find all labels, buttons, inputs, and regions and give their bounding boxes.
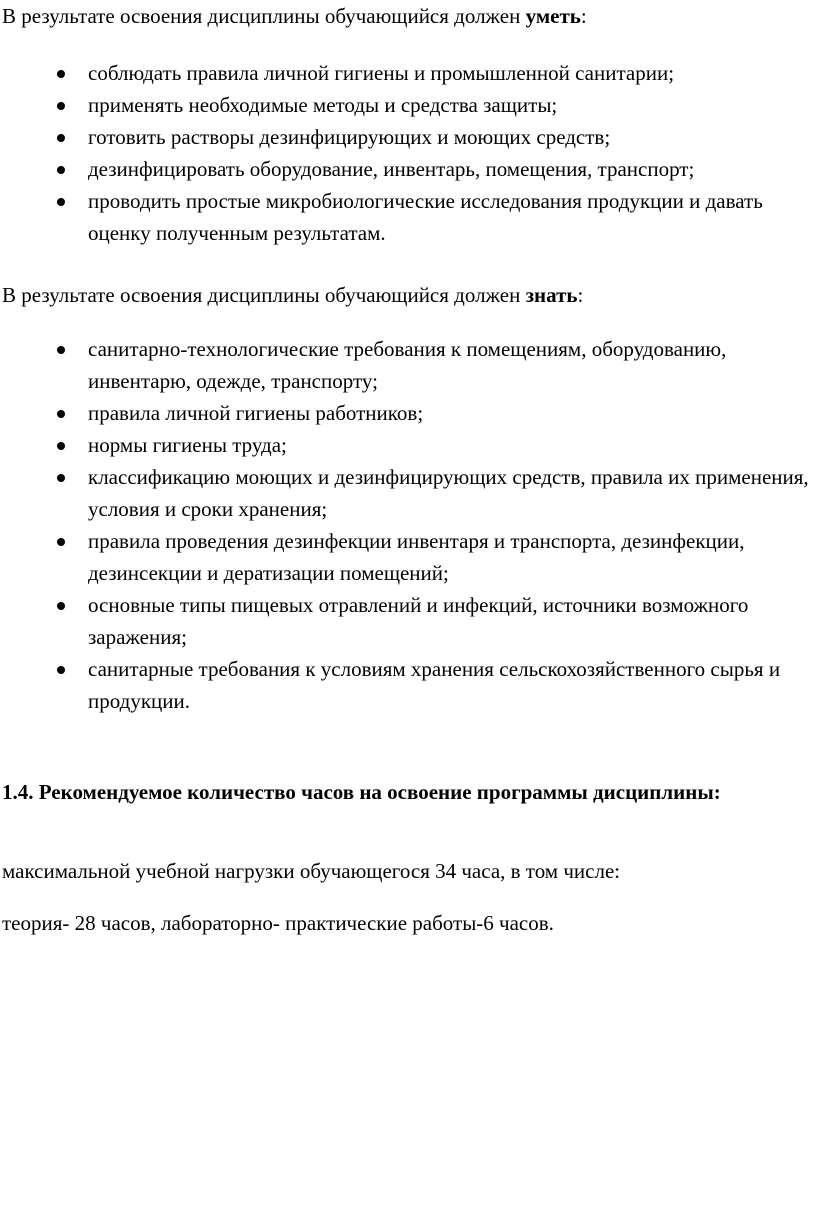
skills-intro	[0, 0, 587, 32]
bullet-icon	[57, 602, 65, 610]
bullet-icon	[57, 102, 65, 110]
bullet-icon	[57, 346, 65, 354]
list-item	[0, 57, 816, 89]
bullet-icon	[57, 474, 65, 482]
bullet-icon	[57, 666, 65, 674]
list-item	[0, 589, 816, 653]
list-item-text: нормы гигиены труда;	[88, 433, 287, 457]
skills-intro-text: В результате освоения дисциплины обучающийся должен	[2, 4, 526, 28]
list-item-text: правила проведения дезинфекции инвентаря и транспорта, дезинфекции, дезинсекции и дератизации помещений;	[88, 529, 745, 585]
knowledge-intro-text: В результате освоения дисциплины обучающийся должен	[2, 283, 526, 307]
list-item-text: дезинфицировать оборудование, инвентарь, помещения, транспорт;	[88, 157, 695, 181]
max-load-text: максимальной учебной нагрузки обучающегося 34 часа, в том числе:	[2, 859, 621, 883]
hours-breakdown-text: теория- 28 часов, лабораторно- практические работы-6 часов.	[2, 911, 554, 935]
skills-intro-colon: :	[580, 4, 587, 28]
bullet-icon	[57, 410, 65, 418]
list-item	[0, 89, 816, 121]
skills-intro-bold: уметь	[525, 4, 581, 28]
list-item-text: классификацию моющих и дезинфицирующих средств, правила их применения, условия и сроки хранения;	[88, 465, 809, 521]
list-item	[0, 397, 816, 429]
knowledge-intro-colon: :	[577, 283, 584, 307]
knowledge-intro-bold: знать	[525, 283, 578, 307]
bullet-icon	[57, 134, 65, 142]
list-item-text: применять необходимые методы и средства защиты;	[88, 93, 558, 117]
bullet-icon	[57, 538, 65, 546]
list-item-text: правила личной гигиены работников;	[88, 401, 424, 425]
skills-list	[0, 57, 816, 249]
list-item-text: проводить простые микробиологические исследования продукции и давать оценку полученным результатам.	[88, 189, 763, 245]
list-item-text: соблюдать правила личной гигиены и промышленной санитарии;	[88, 61, 675, 85]
list-item	[0, 121, 816, 153]
bullet-icon	[57, 70, 65, 78]
section-heading: 1.4. Рекомендуемое количество часов на освоение программы дисциплины:	[2, 780, 721, 804]
bullet-icon	[57, 198, 65, 206]
knowledge-list	[0, 333, 816, 717]
list-item	[0, 653, 816, 717]
bullet-icon	[57, 166, 65, 174]
list-item	[0, 525, 816, 589]
list-item-text: санитарные требования к условиям хранения сельскохозяйственного сырья и продукции.	[88, 657, 781, 713]
list-item	[0, 185, 816, 249]
bullet-icon	[57, 442, 65, 450]
list-item-text: готовить растворы дезинфицирующих и моющих средств;	[88, 125, 611, 149]
list-item	[0, 153, 816, 185]
list-item-text: санитарно-технологические требования к помещениям, оборудованию, инвентарю, одежде, транспорту;	[88, 337, 727, 393]
list-item	[0, 333, 816, 397]
list-item-text: основные типы пищевых отравлений и инфекций, источники возможного заражения;	[88, 593, 749, 649]
list-item	[0, 429, 816, 461]
knowledge-intro	[0, 279, 583, 311]
list-item	[0, 461, 816, 525]
